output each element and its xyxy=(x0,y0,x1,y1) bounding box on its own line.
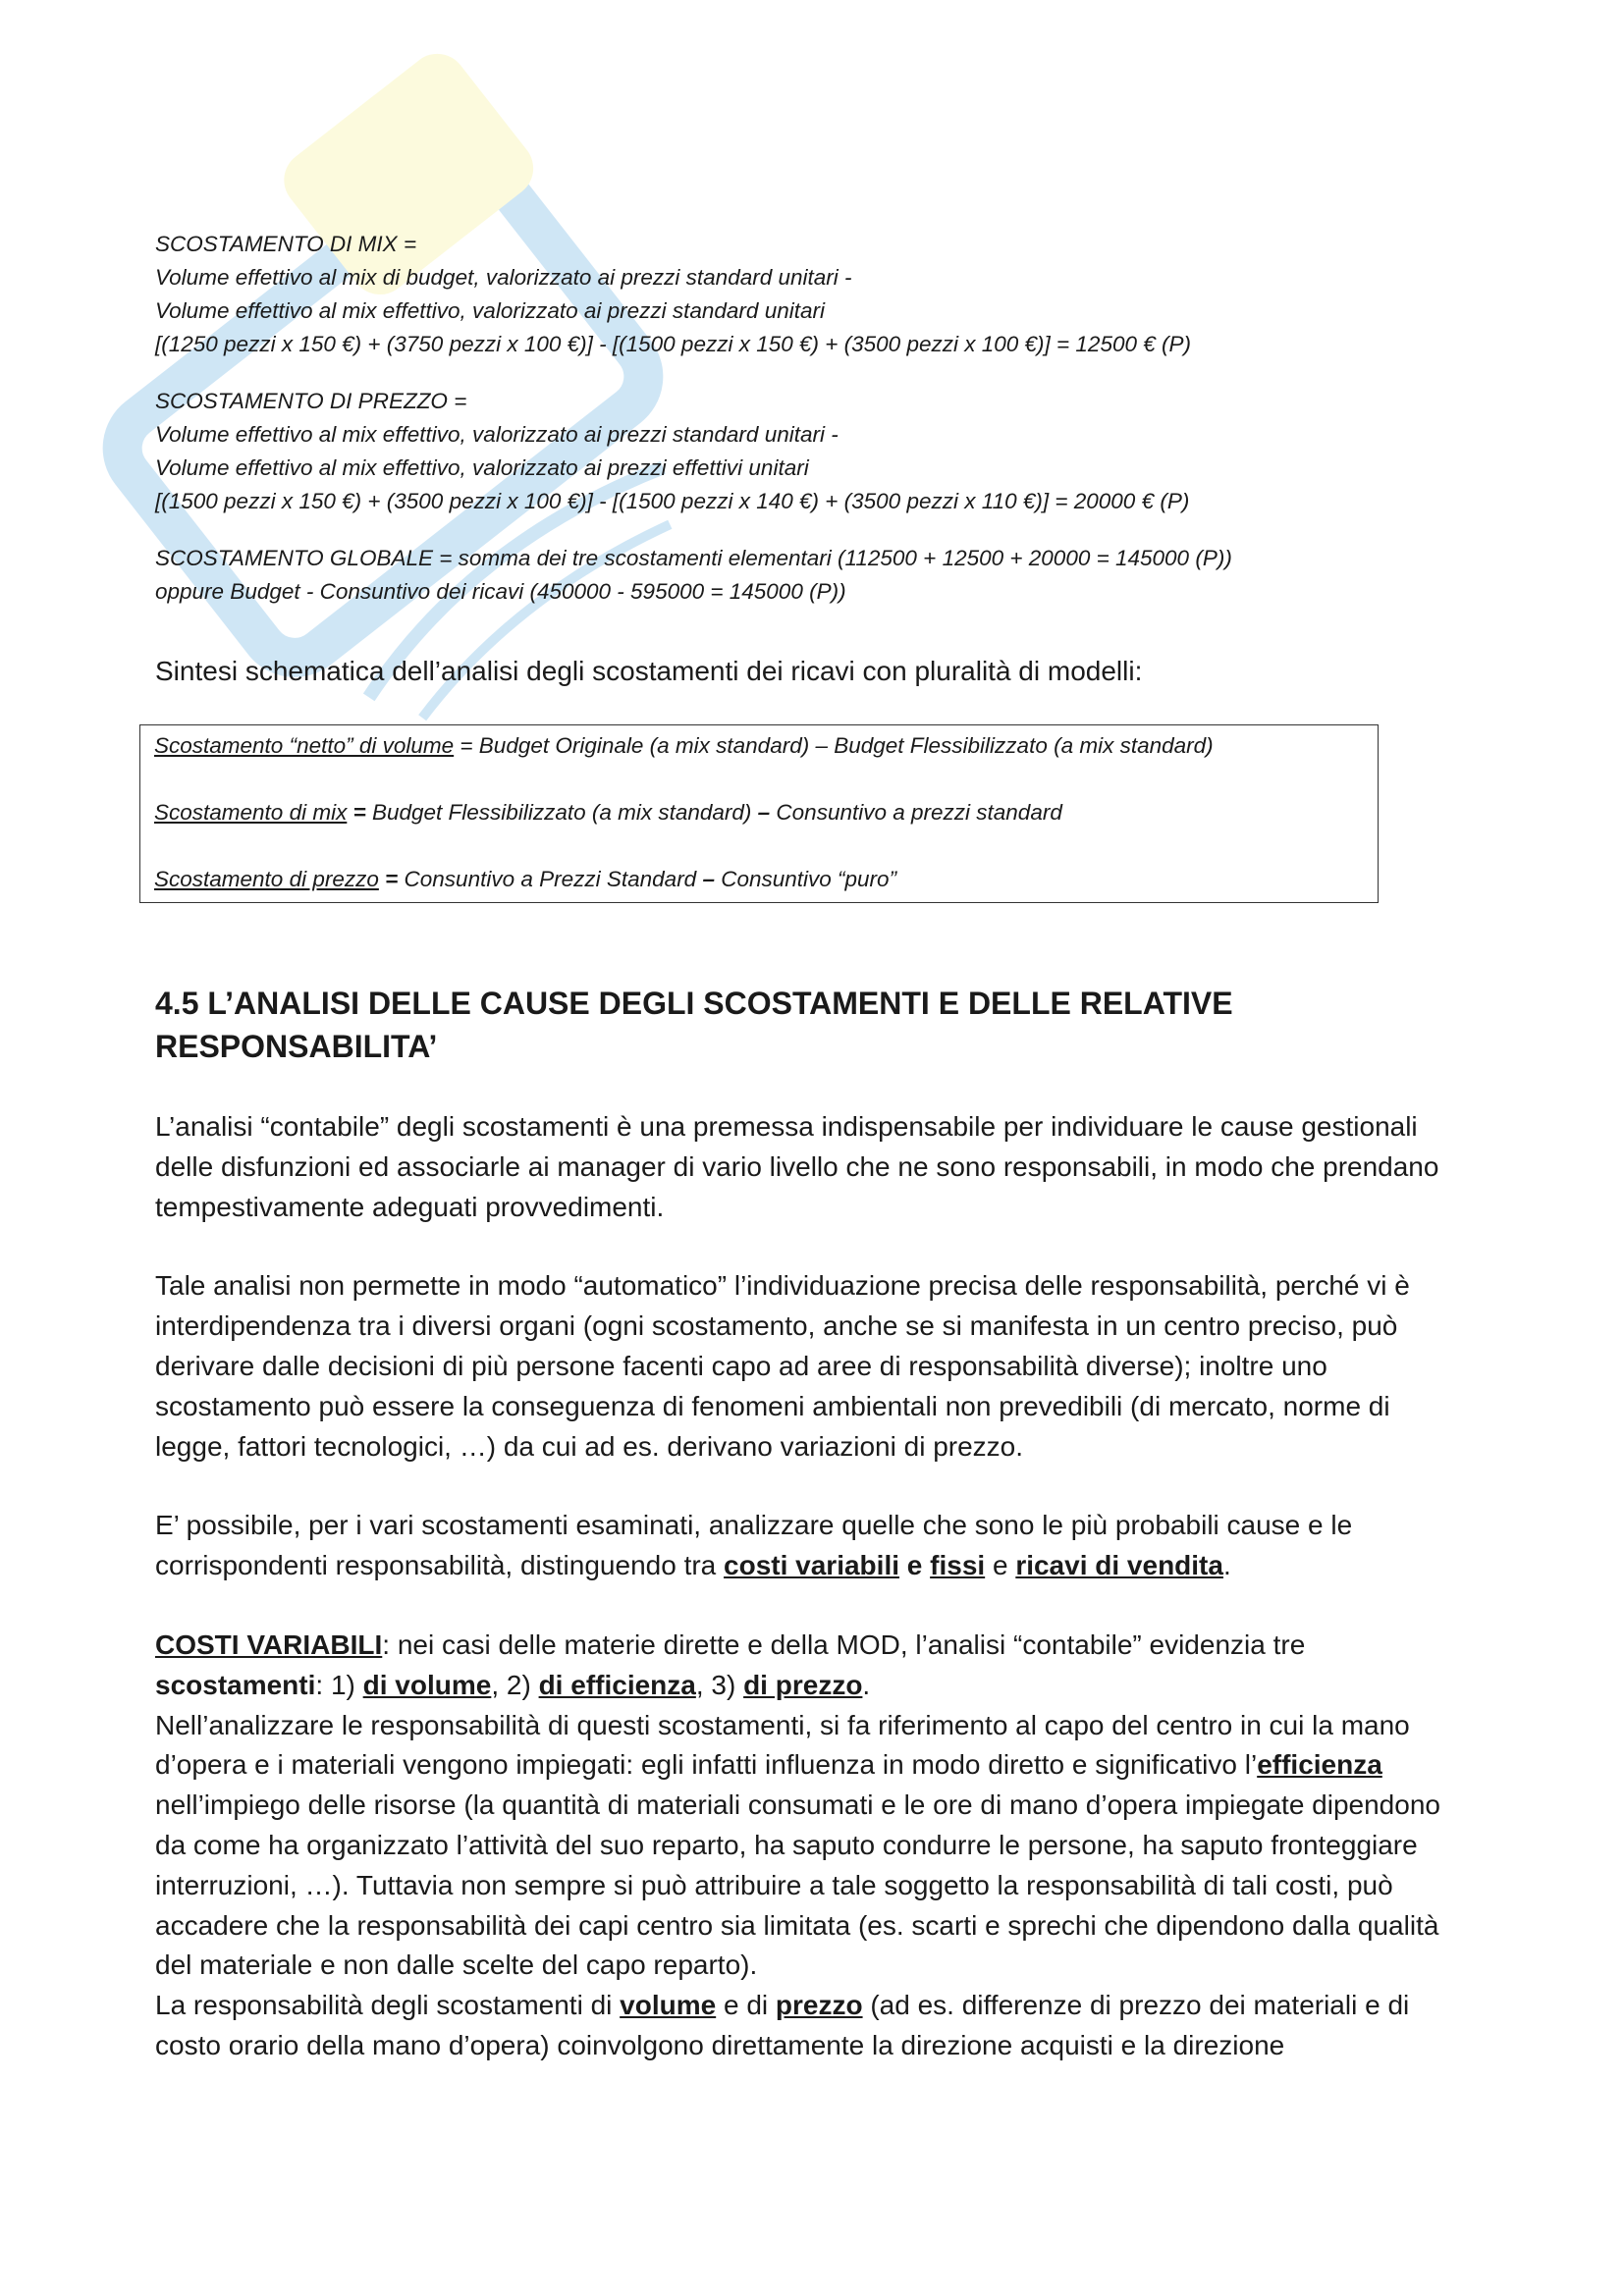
p4-key-efficienza: di efficienza xyxy=(538,1669,696,1700)
paragraph-3 xyxy=(155,1506,1471,1586)
p3-key-costi-variabili: costi variabili xyxy=(724,1550,899,1581)
summary-box xyxy=(139,724,1379,903)
p5-key-efficienza: efficienza xyxy=(1257,1749,1382,1781)
globale-line1: SCOSTAMENTO GLOBALE = somma dei tre scostamenti elementari (112500 + 12500 + 20000 = 145000 (P)) xyxy=(155,546,1232,570)
p4-text-1: : nei casi delle materie dirette e della MOD, l’analisi “contabile” evidenzia tre xyxy=(382,1629,1306,1660)
heading-line2: RESPONSABILITA’ xyxy=(155,1029,438,1064)
mix-title: SCOSTAMENTO DI MIX = xyxy=(155,232,417,256)
p4-text-5: . xyxy=(862,1669,871,1700)
mix-line2: Volume effettivo al mix effettivo, valorizzato ai prezzi standard unitari xyxy=(155,298,825,323)
p3-text-6: . xyxy=(1222,1550,1231,1581)
box-def-mix-b: Consuntivo a prezzi standard xyxy=(770,800,1062,825)
box-eq-mix: = xyxy=(347,800,372,825)
prezzo-title: SCOSTAMENTO DI PREZZO = xyxy=(155,389,467,413)
prezzo-line1: Volume effettivo al mix effettivo, valorizzato ai prezzi standard unitari - xyxy=(155,422,839,447)
p3-key-e2: e xyxy=(992,1550,1008,1581)
paragraph-6 xyxy=(155,1986,1471,2066)
p3-text-4 xyxy=(985,1550,993,1580)
paragraph-5 xyxy=(155,1706,1471,1987)
p4-key-scostamenti: scostamenti xyxy=(155,1669,316,1700)
box-term-mix: Scostamento di mix xyxy=(154,800,348,825)
p6-text-2: e di xyxy=(716,1990,776,2021)
box-dash-prezzo: – xyxy=(702,867,715,891)
box-term-prezzo: Scostamento di prezzo xyxy=(154,867,379,891)
section-heading xyxy=(155,982,1471,1068)
paragraph-4 xyxy=(155,1626,1471,1706)
p4-key-costi-variabili: COSTI VARIABILI xyxy=(155,1629,383,1660)
prezzo-line2: Volume effettivo al mix effettivo, valorizzato ai prezzi effettivi unitari xyxy=(155,455,809,480)
prezzo-calc: [(1500 pezzi x 150 €) + (3500 pezzi x 100 €)] - [(1500 pezzi x 140 €) + (3500 pezzi x 110 €)] = 20000 € (P) xyxy=(155,489,1190,513)
box-def-prezzo-b: Consuntivo “puro” xyxy=(714,867,897,891)
globale-section xyxy=(155,542,1471,609)
box-row-mix xyxy=(154,796,1364,829)
p4-text-2: : 1) xyxy=(315,1669,363,1700)
p3-key-e1: e xyxy=(906,1550,923,1581)
box-term-volume: Scostamento “netto” di volume xyxy=(154,733,455,758)
box-row-volume xyxy=(154,729,1364,763)
globale-line2: oppure Budget - Consuntivo dei ricavi (450000 - 595000 = 145000 (P)) xyxy=(155,579,846,604)
p4-key-prezzo: di prezzo xyxy=(743,1669,863,1700)
body-text xyxy=(155,1107,1471,2066)
p4-key-volume: di volume xyxy=(362,1669,492,1700)
paragraph-1: L’analisi “contabile” degli scostamenti è una premessa indispensabile per individuare le cause gestionali delle disfunzioni ed associarle ai manager di vario livello che ne sono responsabili, in modo che prendano tempestivamente adeguati provvedimenti. xyxy=(155,1111,1439,1222)
mix-section xyxy=(155,228,1471,361)
box-dash-mix: – xyxy=(757,800,771,825)
p6-text-1: La responsabilità degli scostamenti di xyxy=(155,1990,621,2021)
p4-text-3: , 2) xyxy=(491,1669,539,1700)
heading-line1: 4.5 L’ANALISI DELLE CAUSE DEGLI SCOSTAMENTI E DELLE RELATIVE xyxy=(155,986,1233,1021)
paragraph-2: Tale analisi non permette in modo “automatico” l’individuazione precisa delle responsabilità, perché vi è interdipendenza tra i diversi organi (ogni scostamento, anche se si manifesta in un centro preciso, può derivare dalle decisioni di più persone facenti capo ad aree di responsabilità diverse); inoltre uno scostamento può essere la conseguenza di fenomeni ambientali non prevedibili (di mercato, norme di legge, fattori tecnologici, …) da cui ad es. derivano variazioni di prezzo. xyxy=(155,1270,1410,1462)
box-def-mix-a: Budget Flessibilizzato (a mix standard) xyxy=(371,800,758,825)
p5-text-1: Nell’analizzare le responsabilità di questi scostamenti, si fa riferimento al capo del centro in cui la mano d’opera e i materiali vengono impiegati: egli infatti influenza in modo diretto e significativo l’ xyxy=(155,1709,1410,1781)
box-eq-prezzo: = xyxy=(378,867,405,891)
p4-text-4: , 3) xyxy=(695,1669,744,1700)
box-def-volume: = Budget Originale (a mix standard) – Budget Flessibilizzato (a mix standard) xyxy=(454,733,1214,758)
p3-text-3 xyxy=(922,1550,930,1580)
p6-text-3: (ad es. differenze di prezzo dei materiali e di costo orario della mano d’opera) coinvolgono direttamente la direzione acquisti e la direzione xyxy=(155,1990,1410,2060)
p3-key-ricavi: ricavi di vendita xyxy=(1015,1550,1223,1581)
document-page xyxy=(155,228,1471,2066)
p3-text-2 xyxy=(899,1550,907,1580)
mix-calc: [(1250 pezzi x 150 €) + (3750 pezzi x 100 €)] - [(1500 pezzi x 150 €) + (3500 pezzi x 100 €)] = 12500 € (P) xyxy=(155,332,1191,356)
box-row-prezzo xyxy=(154,863,1364,896)
p6-key-volume: volume xyxy=(620,1990,717,2021)
p3-key-fissi: fissi xyxy=(930,1550,986,1581)
mix-line1: Volume effettivo al mix di budget, valorizzato ai prezzi standard unitari - xyxy=(155,265,852,290)
p6-key-prezzo: prezzo xyxy=(775,1990,863,2021)
p5-text-2: nell’impiego delle risorse (la quantità di materiali consumati e le ore di mano d’opera impiegate dipendono da come ha organizzato l’attività del suo reparto, ha saputo condurre le persone, ha saputo fronteggiare interruzioni, …). Tuttavia non sempre si può attribuire a tale soggetto la responsabilità di tali costi, può accadere che la responsabilità dei capi centro sia limitata (es. scarti e sprechi che dipendono dalla qualità del materiale e non dalle scelte del capo reparto). xyxy=(155,1789,1440,1981)
p3-text-1: E’ possibile, per i vari scostamenti esaminati, analizzare quelle che sono le più probabili cause e le corrispondenti responsabilità, distinguendo tra xyxy=(155,1510,1353,1581)
prezzo-section xyxy=(155,385,1471,518)
box-def-prezzo-a: Consuntivo a Prezzi Standard xyxy=(404,867,703,891)
sintesi-intro: Sintesi schematica dell’analisi degli scostamenti dei ricavi con pluralità di modelli: xyxy=(155,656,1143,686)
